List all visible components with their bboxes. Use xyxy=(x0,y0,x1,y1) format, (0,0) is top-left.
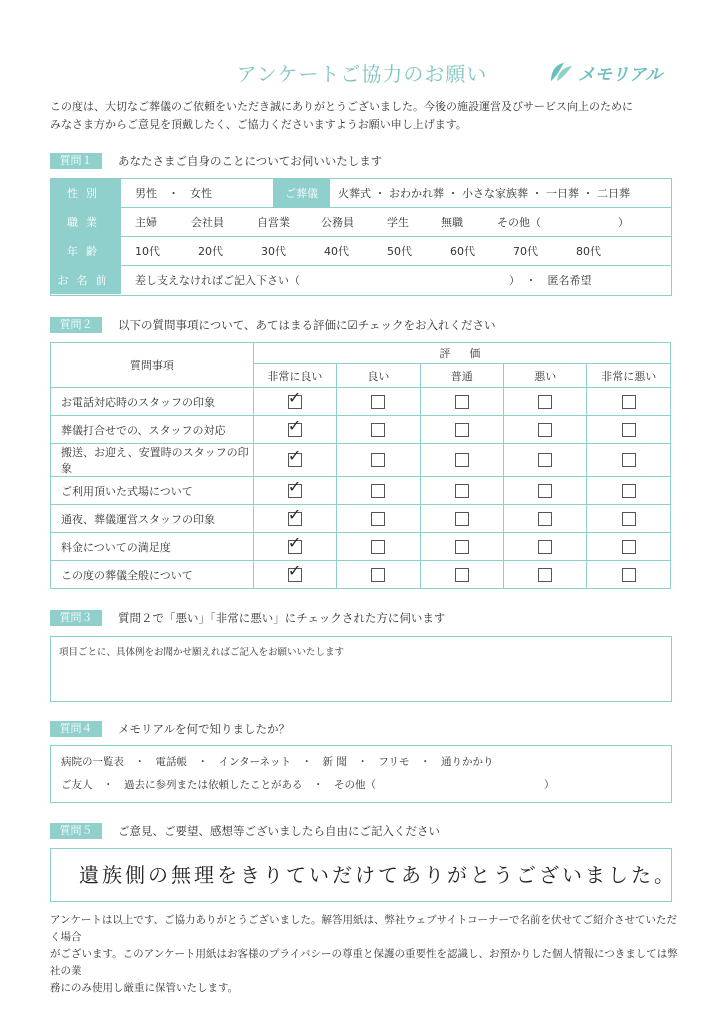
rating-col-header: 普通 xyxy=(420,364,503,388)
name-field[interactable]: 差し支えなければご記入下さい（ ） ・ 匿名希望 xyxy=(135,274,592,287)
rating-checkbox[interactable] xyxy=(455,395,469,409)
q2-text: 以下の質問事項について、あてはまる評価に☑チェックをお入れください xyxy=(118,318,496,332)
rating-checkbox[interactable] xyxy=(371,568,385,582)
rating-checkbox[interactable] xyxy=(622,512,636,526)
rating-cell xyxy=(587,561,671,589)
intro-line-1: この度は、大切なご葬儀のご依頼をいただき誠にありがとうございました。今後の施設運営及びサービス向上のために xyxy=(50,100,633,113)
rating-cell xyxy=(253,416,336,444)
q1-tag: 質問１ xyxy=(50,153,102,169)
handwritten-comment: 遺族側の無理をきりていだけてありがとうございました。 xyxy=(79,863,677,887)
rating-cell xyxy=(337,477,420,505)
leaf-logo-icon xyxy=(548,61,574,83)
footer-line-3: 務にのみ使用し厳重に保管いたします。 xyxy=(50,982,239,994)
rating-checkbox[interactable] xyxy=(287,504,302,526)
footer-line-2: がございます。このアンケート用紙はお客様のプライバシーの尊重と保護の重要性を認識し、お預かりした個人情報につきましては弊社の業 xyxy=(50,948,678,977)
rating-cell xyxy=(253,505,336,533)
job-option[interactable]: 公務員 xyxy=(321,216,354,229)
rating-checkbox[interactable] xyxy=(455,568,469,582)
check-mark-icon: ✓ xyxy=(287,446,302,465)
rating-checkbox[interactable] xyxy=(371,395,385,409)
age-option[interactable]: 40代 xyxy=(324,245,349,258)
funeral-label: ご葬儀 xyxy=(273,179,330,207)
rating-checkbox[interactable] xyxy=(287,476,302,498)
q3-text: 質問２で「悪い」「非常に悪い」にチェックされた方に伺います xyxy=(118,611,446,625)
q1-text: あなたさまご自身のことについてお伺いいたします xyxy=(118,154,383,168)
q5-comment-box[interactable] xyxy=(50,848,677,902)
q4-tag: 質問４ xyxy=(50,721,102,737)
gender-label: 性別 xyxy=(51,179,121,207)
check-mark-icon: ✓ xyxy=(287,504,302,524)
job-option[interactable]: 学生 xyxy=(387,216,409,229)
check-mark-icon: ✓ xyxy=(287,387,302,407)
rating-checkbox[interactable] xyxy=(538,568,552,582)
rating-checkbox[interactable] xyxy=(287,387,302,409)
rating-checkbox[interactable] xyxy=(455,484,469,498)
rating-cell xyxy=(587,477,671,505)
profile-table xyxy=(50,178,672,296)
job-option[interactable]: 主婦 xyxy=(135,216,157,229)
q4-options-box xyxy=(50,745,672,803)
col-item-header: 質問事項 xyxy=(51,343,254,388)
rating-checkbox[interactable] xyxy=(622,453,636,467)
job-option[interactable]: 会社員 xyxy=(191,216,224,229)
rating-cell xyxy=(420,477,503,505)
footer-line-1: アンケートは以上です、ご協力ありがとうございました。解答用紙は、弊社ウェブサイトコーナーで名前を伏せてご紹介させていただく場合 xyxy=(50,914,677,943)
q2-tag: 質問２ xyxy=(50,317,102,333)
rating-col-header: 非常に悪い xyxy=(587,364,671,388)
age-option[interactable]: 30代 xyxy=(261,245,286,258)
q4-text: メモリアルを何で知りましたか？ xyxy=(118,722,291,736)
rating-checkbox[interactable] xyxy=(622,484,636,498)
age-options xyxy=(121,237,601,265)
rating-checkbox[interactable] xyxy=(455,453,469,467)
job-label: 職業 xyxy=(51,208,121,236)
rating-cell xyxy=(504,388,587,416)
job-option[interactable]: 自営業 xyxy=(257,216,290,229)
rating-row xyxy=(51,561,671,589)
rating-row xyxy=(51,533,671,561)
job-options xyxy=(121,208,629,236)
q5-text: ご意見、ご要望、感想等ございましたら自由にご記入ください xyxy=(118,824,440,838)
gender-options[interactable]: 男性 ・ 女性 xyxy=(135,187,212,200)
rating-checkbox[interactable] xyxy=(622,395,636,409)
rating-cell xyxy=(504,561,587,589)
rating-cell xyxy=(253,477,336,505)
intro-text xyxy=(50,98,690,134)
rating-checkbox[interactable] xyxy=(371,484,385,498)
rating-col-header: 良い xyxy=(337,364,420,388)
rating-question: ご利用頂いた式場について xyxy=(51,477,254,505)
rating-cell xyxy=(337,444,420,477)
rating-checkbox[interactable] xyxy=(455,512,469,526)
rating-cell xyxy=(587,388,671,416)
page-title: アンケートご協力のお願い xyxy=(236,62,488,86)
intro-line-2: みなさま方からご意見を頂戴したく、ご協力くださいますようお願い申し上げます。 xyxy=(50,118,467,131)
rating-question: 搬送、お迎え、安置時のスタッフの印象 xyxy=(51,444,254,477)
check-mark-icon: ✓ xyxy=(287,560,302,580)
rating-table xyxy=(50,342,671,589)
rating-checkbox[interactable] xyxy=(287,446,302,467)
rating-row xyxy=(51,416,671,444)
age-option[interactable]: 80代 xyxy=(576,245,601,258)
rating-question: 通夜、葬儀運営スタッフの印象 xyxy=(51,505,254,533)
rating-cell xyxy=(587,505,671,533)
age-row xyxy=(51,237,671,266)
q3-tag: 質問３ xyxy=(50,610,102,626)
rating-checkbox[interactable] xyxy=(287,560,302,582)
rating-cell xyxy=(420,416,503,444)
rating-checkbox[interactable] xyxy=(371,512,385,526)
rating-cell xyxy=(504,477,587,505)
footer-note xyxy=(50,912,680,997)
age-label: 年齢 xyxy=(51,237,121,265)
rating-cell xyxy=(253,444,336,477)
age-option[interactable]: 70代 xyxy=(513,245,538,258)
logo-text: メモリアル xyxy=(578,64,663,85)
job-row xyxy=(51,208,671,237)
rating-checkbox[interactable] xyxy=(455,540,469,554)
rating-question: お電話対応時のスタッフの印象 xyxy=(51,388,254,416)
age-option[interactable]: 20代 xyxy=(198,245,223,258)
rating-cell xyxy=(420,533,503,561)
gender-row xyxy=(51,179,671,208)
name-row xyxy=(51,266,671,294)
rating-cell xyxy=(504,444,587,477)
rating-cell xyxy=(337,561,420,589)
rating-cell xyxy=(420,561,503,589)
rating-checkbox[interactable] xyxy=(538,484,552,498)
rating-checkbox[interactable] xyxy=(287,532,302,554)
rating-cell xyxy=(420,444,503,477)
job-option[interactable]: その他（ ） xyxy=(497,216,629,229)
rating-cell xyxy=(337,416,420,444)
rating-row xyxy=(51,388,671,416)
rating-checkbox[interactable] xyxy=(371,423,385,437)
rating-question: この度の葬儀全般について xyxy=(51,561,254,589)
rating-cell xyxy=(504,416,587,444)
rating-row xyxy=(51,505,671,533)
rating-checkbox[interactable] xyxy=(622,568,636,582)
rating-col-header: 非常に良い xyxy=(253,364,336,388)
check-mark-icon: ✓ xyxy=(287,476,302,496)
rating-row xyxy=(51,444,671,477)
rating-cell xyxy=(337,388,420,416)
age-option[interactable]: 60代 xyxy=(450,245,475,258)
rating-cell xyxy=(587,444,671,477)
rating-cell xyxy=(420,505,503,533)
rating-cell xyxy=(337,505,420,533)
rating-row xyxy=(51,477,671,505)
rating-cell xyxy=(337,533,420,561)
rating-cell xyxy=(587,533,671,561)
rating-cell xyxy=(504,533,587,561)
age-option[interactable]: 50代 xyxy=(387,245,412,258)
job-option[interactable]: 無職 xyxy=(441,216,463,229)
rating-checkbox[interactable] xyxy=(538,453,552,467)
rating-cell xyxy=(253,388,336,416)
age-option[interactable]: 10代 xyxy=(135,245,160,258)
rating-checkbox[interactable] xyxy=(538,540,552,554)
rating-checkbox[interactable] xyxy=(622,423,636,437)
rating-cell xyxy=(420,388,503,416)
q4-line-2[interactable]: ご友人 ・ 過去に参列または依頼したことがある ・ その他（ ） xyxy=(61,779,555,791)
name-label: お名前 xyxy=(51,266,121,294)
rating-checkbox[interactable] xyxy=(455,423,469,437)
rating-col-header: 悪い xyxy=(504,364,587,388)
rating-cell xyxy=(253,561,336,589)
rating-cell xyxy=(587,416,671,444)
check-mark-icon: ✓ xyxy=(287,415,302,435)
q3-box-text: 項目ごとに、具体例をお聞かせ願えればご記入をお願いいたします xyxy=(59,647,345,658)
q5-tag: 質問５ xyxy=(50,823,102,839)
company-logo xyxy=(548,58,668,86)
rating-checkbox[interactable] xyxy=(371,540,385,554)
rating-checkbox[interactable] xyxy=(371,453,385,467)
rating-checkbox[interactable] xyxy=(538,512,552,526)
rating-checkbox[interactable] xyxy=(538,423,552,437)
check-mark-icon: ✓ xyxy=(287,532,302,552)
rating-checkbox[interactable] xyxy=(287,415,302,437)
q3-comment-box[interactable] xyxy=(50,636,672,702)
rating-question: 料金についての満足度 xyxy=(51,533,254,561)
col-eval-header: 評 価 xyxy=(253,343,670,364)
q4-line-1[interactable]: 病院の一覧表 ・ 電話帳 ・ インターネット ・ 新 聞 ・ フリモ ・ 通りかかり xyxy=(61,756,494,768)
rating-checkbox[interactable] xyxy=(622,540,636,554)
rating-cell xyxy=(504,505,587,533)
rating-cell xyxy=(253,533,336,561)
rating-question: 葬儀打合せでの、スタッフの対応 xyxy=(51,416,254,444)
rating-checkbox[interactable] xyxy=(538,395,552,409)
funeral-options[interactable]: 火葬式 ・ おわかれ葬 ・ 小さな家族葬 ・ 一日葬 ・ 二日葬 xyxy=(338,187,630,200)
